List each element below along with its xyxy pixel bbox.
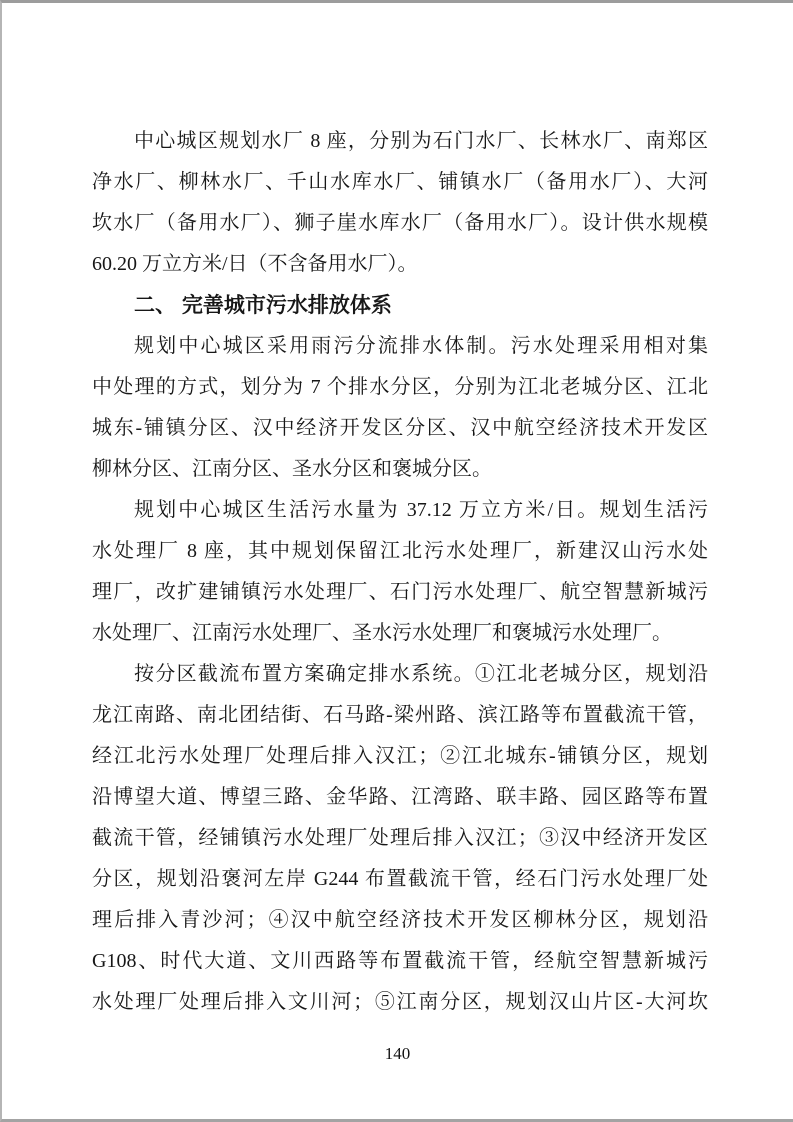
text-line: 分区，规划沿褒河左岸 G244 布置截流干管，经石门污水处理厂处	[92, 868, 708, 890]
text-line: 城东-铺镇分区、汉中经济开发区分区、汉中航空经济技术开发区	[92, 417, 708, 439]
text-line: 经江北污水处理厂处理后排入汉江；②江北城东-铺镇分区，规划	[92, 745, 708, 767]
text-line: 按分区截流布置方案确定排水系统。①江北老城分区，规划沿	[134, 663, 708, 685]
text-line: 中心城区规划水厂 8 座，分别为石门水厂、长林水厂、南郑区	[134, 130, 708, 152]
text-line: 截流干管，经铺镇污水处理厂处理后排入汉江；③汉中经济开发区	[92, 827, 708, 849]
section-heading: 二、 完善城市污水排放体系	[134, 294, 392, 317]
text-line: 中处理的方式，划分为 7 个排水分区，分别为江北老城分区、江北	[92, 376, 708, 398]
text-line: 柳林分区、江南分区、圣水分区和褒城分区。	[92, 458, 492, 480]
text-line: 水处理厂处理后排入文川河；⑤江南分区，规划汉山片区-大河坎	[92, 991, 708, 1013]
text-line: 水处理厂、江南污水处理厂、圣水污水处理厂和褒城污水处理厂。	[92, 622, 672, 644]
text-line: G108、时代大道、文川西路等布置截流干管，经航空智慧新城污	[92, 950, 708, 972]
document-body	[92, 121, 708, 1023]
text-line: 沿博望大道、博望三路、金华路、江湾路、联丰路、园区路等布置	[92, 786, 708, 808]
text-line: 规划中心城区生活污水量为 37.12 万立方米/日。规划生活污	[134, 499, 708, 521]
text-line: 水处理厂 8 座，其中规划保留江北污水处理厂，新建汉山污水处	[92, 540, 708, 562]
text-line: 坎水厂（备用水厂）、狮子崖水库水厂（备用水厂）。设计供水规模	[92, 212, 708, 234]
text-line: 理后排入青沙河；④汉中航空经济技术开发区柳林分区，规划沿	[92, 909, 708, 931]
text-line: 净水厂、柳林水厂、千山水库水厂、铺镇水厂（备用水厂）、大河	[92, 171, 708, 193]
text-line: 60.20 万立方米/日（不含备用水厂）。	[92, 253, 418, 275]
page-number: 140	[384, 1044, 411, 1063]
text-line: 龙江南路、南北团结街、石马路-梁州路、滨江路等布置截流干管，	[92, 704, 708, 726]
text-line: 理厂，改扩建铺镇污水处理厂、石门污水处理厂、航空智慧新城污	[92, 581, 708, 603]
text-line: 规划中心城区采用雨污分流排水体制。污水处理采用相对集	[134, 335, 708, 357]
